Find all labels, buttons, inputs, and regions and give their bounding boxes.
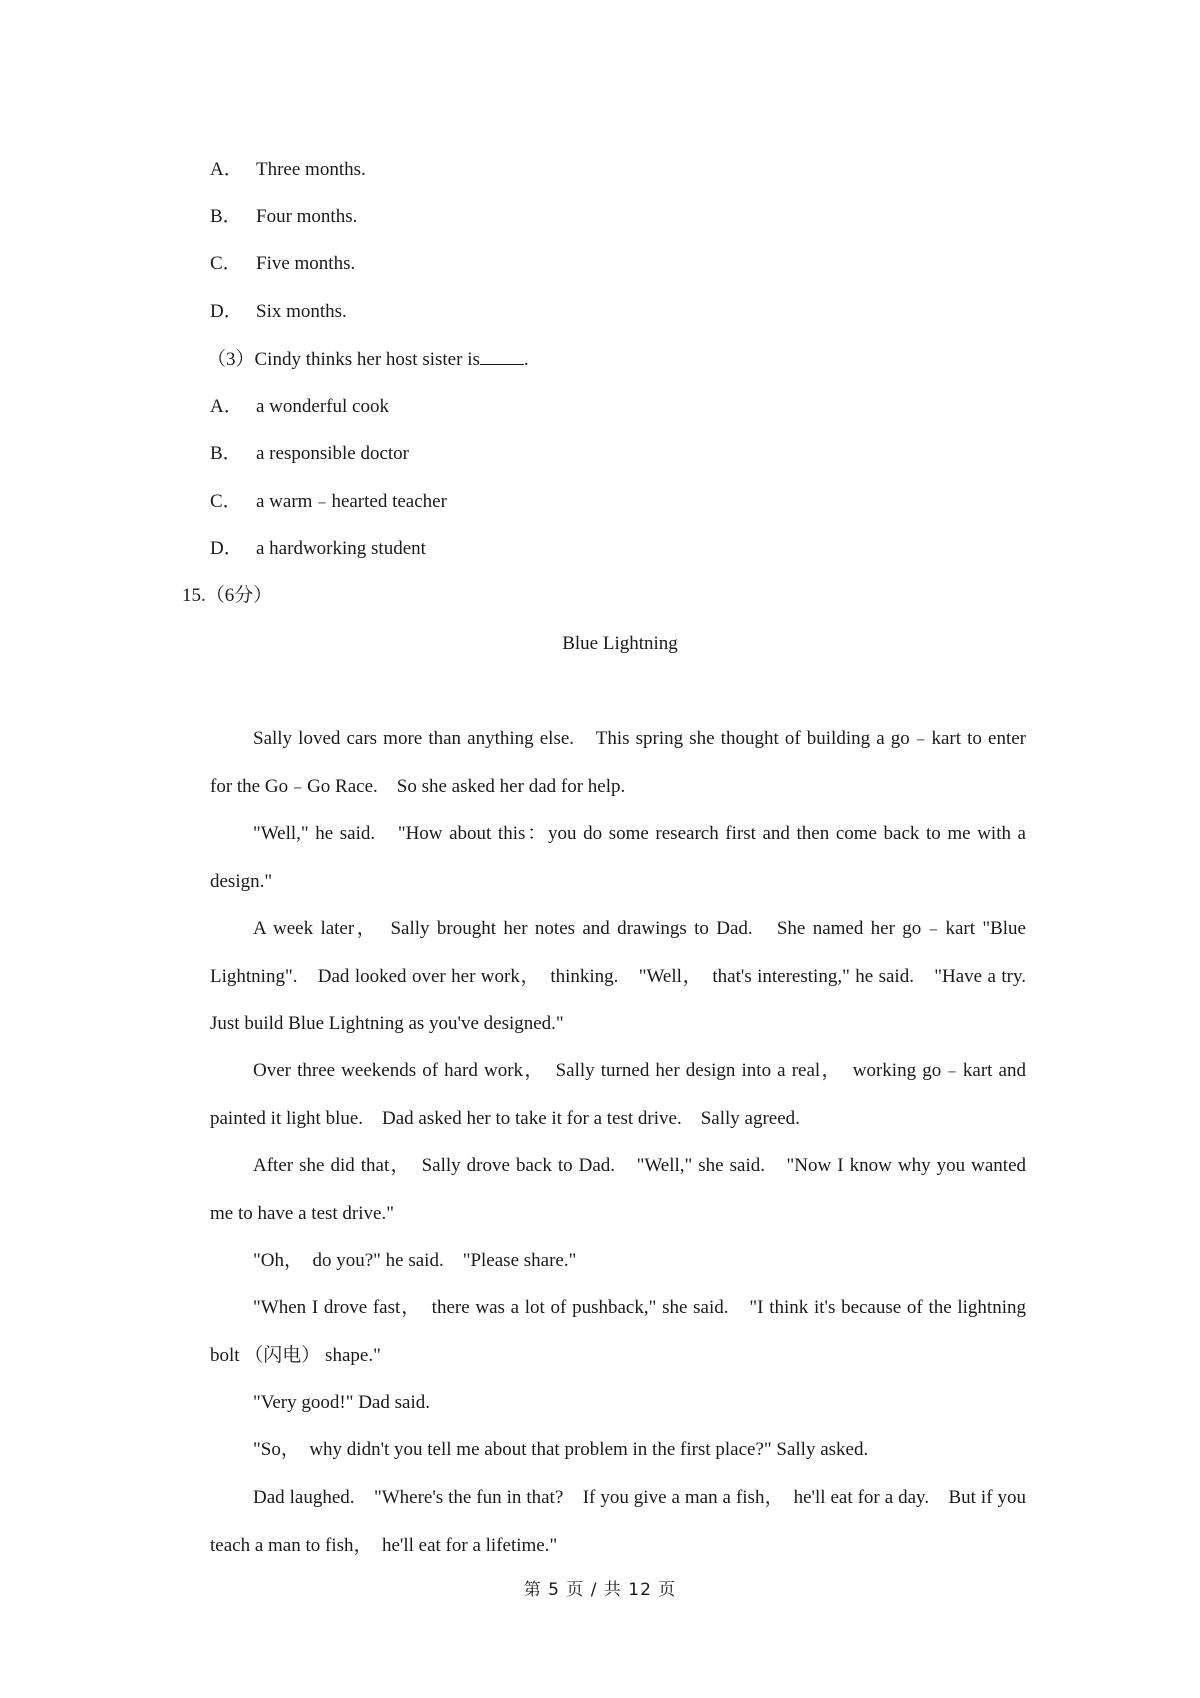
- passage-paragraph: Over three weekends of hard work， Sally turned her design into a real， working go﹣kart and painted it light blue. Dad asked her to take it for a test drive. Sally agreed.: [210, 1060, 1026, 1129]
- option-letter: D．: [210, 301, 243, 322]
- option-letter: A．: [210, 159, 243, 180]
- passage-paragraph: "Well," he said. "How about this：you do some research first and then come back to me with a design.": [210, 823, 1026, 892]
- page-footer: 第 5 页 / 共 12 页: [523, 1580, 677, 1600]
- question-stem-text: （3）Cindy thinks her host sister is: [207, 349, 480, 370]
- passage-paragraph: "Very good!" Dad said.: [253, 1392, 430, 1413]
- option-letter: B．: [210, 443, 242, 464]
- option-text: a wonderful cook: [256, 396, 389, 417]
- option-letter: B．: [210, 206, 242, 227]
- passage-title: Blue Lightning: [562, 633, 678, 654]
- passage-paragraph: "Oh， do you?" he said. "Please share.": [253, 1250, 577, 1271]
- passage-paragraph: A week later， Sally brought her notes and drawings to Dad. She named her go﹣kart "Blue Lightning". Dad looked over her work， thinking. "Well， that's interesting," he said. "Have a try. Just build Blue Lightning as you've designed.": [210, 918, 1046, 1034]
- option-a: [210, 394, 389, 420]
- option-text: a responsible doctor: [256, 443, 410, 464]
- option-text: a hardworking student: [256, 538, 426, 559]
- option-letter: A．: [210, 396, 243, 417]
- passage-paragraph: Dad laughed. "Where's the fun in that? If you give a man a fish， he'll eat for a day. But if you teach a man to fish， he'll eat for a lifetime.": [210, 1487, 1026, 1556]
- option-text: Four months.: [256, 206, 358, 227]
- option-c: [210, 251, 355, 277]
- answer-blank: [480, 346, 524, 365]
- question-stem-end: .: [523, 349, 529, 370]
- option-text: a warm﹣hearted teacher: [256, 491, 447, 512]
- option-text: Six months.: [256, 301, 347, 322]
- option-letter: C．: [210, 491, 242, 512]
- passage-paragraph: "When I drove fast， there was a lot of pushback," she said. "I think it's because of the lightning bolt （闪电） shape.": [210, 1297, 1026, 1366]
- option-text: Three months.: [256, 159, 366, 180]
- passage-paragraph: "So， why didn't you tell me about that problem in the first place?" Sally asked.: [253, 1439, 869, 1460]
- option-letter: D．: [210, 538, 243, 559]
- option-letter: C．: [210, 253, 242, 274]
- option-d: [210, 536, 426, 562]
- question-stem: [207, 346, 529, 373]
- option-text: Five months.: [256, 253, 356, 274]
- passage-paragraph: After she did that， Sally drove back to Dad. "Well," she said. "Now I know why you wanted me to have a test drive.": [210, 1155, 1026, 1224]
- passage-paragraph: Sally loved cars more than anything else. This spring she thought of building a go﹣kart to enter for the Go﹣Go Race. So she asked her dad for help.: [210, 728, 1026, 797]
- option-c: [210, 489, 447, 515]
- option-a: [210, 157, 366, 183]
- option-d: [210, 299, 347, 325]
- question-heading: 15.（6分）: [182, 585, 273, 606]
- option-b: [210, 441, 409, 467]
- option-b: [210, 204, 357, 230]
